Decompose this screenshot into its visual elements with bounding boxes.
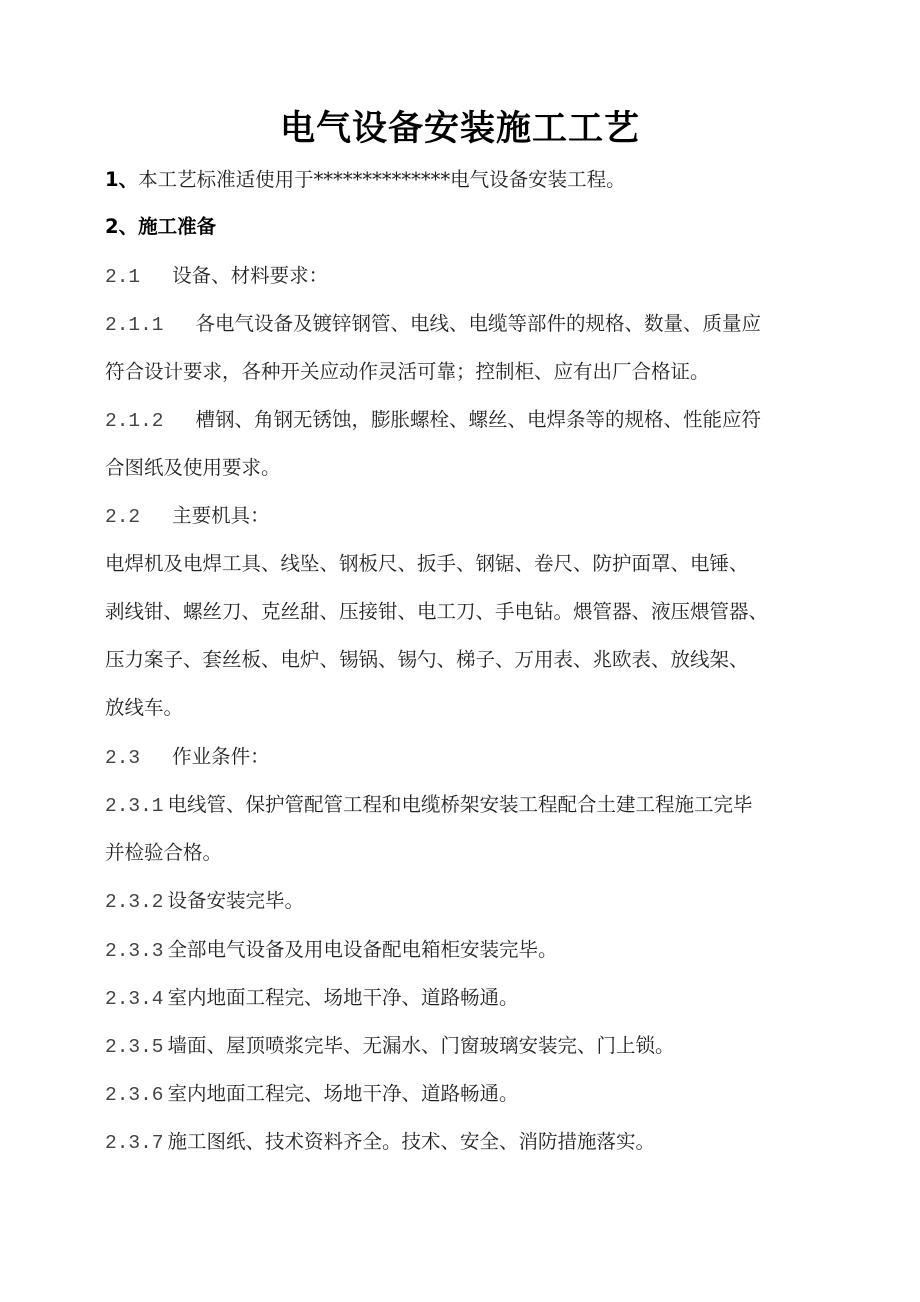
tools-line-3: 压力案子、套丝板、电炉、锡锅、锡勺、梯子、万用表、兆欧表、放线架、 [105,648,749,671]
section-2-1-title: 设备、材料要求： [172,264,329,287]
condition-number: 2.3.6 [105,1084,164,1106]
condition-item-2-3-1-line-2: 并检验合格。 [105,841,223,864]
section-1-number: 1、 [105,168,139,191]
tools-line-2: 剥线钳、螺丝刀、克丝甜、压接钳、电工刀、手电钻。煨管器、液压煨管器、 [105,600,769,623]
section-2-heading [105,212,825,242]
section-2-1-1-number: 2.1.1 [105,314,164,336]
condition-item-2-3-1 [105,790,825,820]
condition-item-2-3-2 [105,886,825,916]
section-1-text: 本工艺标准适使用于**************电气设备安装工程。 [138,168,626,191]
section-2-1-1-text-2: 符合设计要求，各种开关应动作灵活可靠；控制柜、应有出厂合格证。 [105,360,710,383]
condition-text: 电线管、保护管配管工程和电缆桥架安装工程配合土建工程施工完毕 [167,793,753,816]
section-2-2-number: 2.2 [105,506,141,528]
section-1 [105,165,825,195]
condition-text: 施工图纸、技术资料齐全。技术、安全、消防措施落实。 [167,1130,656,1153]
section-2-1-heading [105,261,825,291]
tools-line-1: 电焊机及电焊工具、线坠、钢板尺、扳手、钢锯、卷尺、防护面罩、电锤、 [105,552,749,575]
section-2-3-number: 2.3 [105,747,141,769]
condition-number: 2.3.5 [105,1036,164,1058]
document-title: 电气设备安装施工工艺 [279,109,640,149]
tools-line-4: 放线车。 [105,696,184,719]
section-2-1-2-text-1: 槽钢、角钢无锈蚀，膨胀螺栓、螺丝、电焊条等的规格、性能应符 [195,408,762,431]
condition-item-2-3-6 [105,1079,825,1109]
section-2-1-2-line-1 [105,405,825,435]
condition-text: 设备安装完毕。 [167,889,305,912]
condition-text: 室内地面工程完、场地干净、道路畅通。 [167,1082,519,1105]
section-2-3-heading [105,742,825,772]
section-2-1-2-line-2 [105,453,825,483]
section-2-1-1-line-1 [105,309,825,339]
section-2-1-1-line-2 [105,357,825,387]
condition-number: 2.3.2 [105,891,164,913]
section-2-3-title: 作业条件： [172,745,270,768]
section-2-1-2-text-2: 合图纸及使用要求。 [105,456,281,479]
condition-item-2-3-4 [105,983,825,1013]
condition-text: 全部电气设备及用电设备配电箱柜安装完毕。 [167,938,558,961]
condition-item-2-3-3 [105,935,825,965]
condition-number: 2.3.1 [105,795,164,817]
section-2-2-title: 主要机具： [172,504,270,527]
section-2-1-1-text-1: 各电气设备及镀锌钢管、电线、电缆等部件的规格、数量、质量应 [195,312,762,335]
condition-text: 墙面、屋顶喷浆完毕、无漏水、门窗玻璃安装完、门上锁。 [167,1034,675,1057]
section-2-number: 2、 [105,215,139,238]
section-2-1-number: 2.1 [105,266,141,288]
condition-number: 2.3.7 [105,1132,164,1154]
condition-text: 室内地面工程完、场地干净、道路畅通。 [167,986,519,1009]
section-2-title: 施工准备 [138,215,217,238]
condition-item-2-3-5 [105,1031,825,1061]
section-2-2-heading [105,501,825,531]
condition-item-2-3-7 [105,1127,825,1157]
condition-number: 2.3.3 [105,940,164,962]
section-2-1-2-number: 2.1.2 [105,410,164,432]
condition-number: 2.3.4 [105,988,164,1010]
